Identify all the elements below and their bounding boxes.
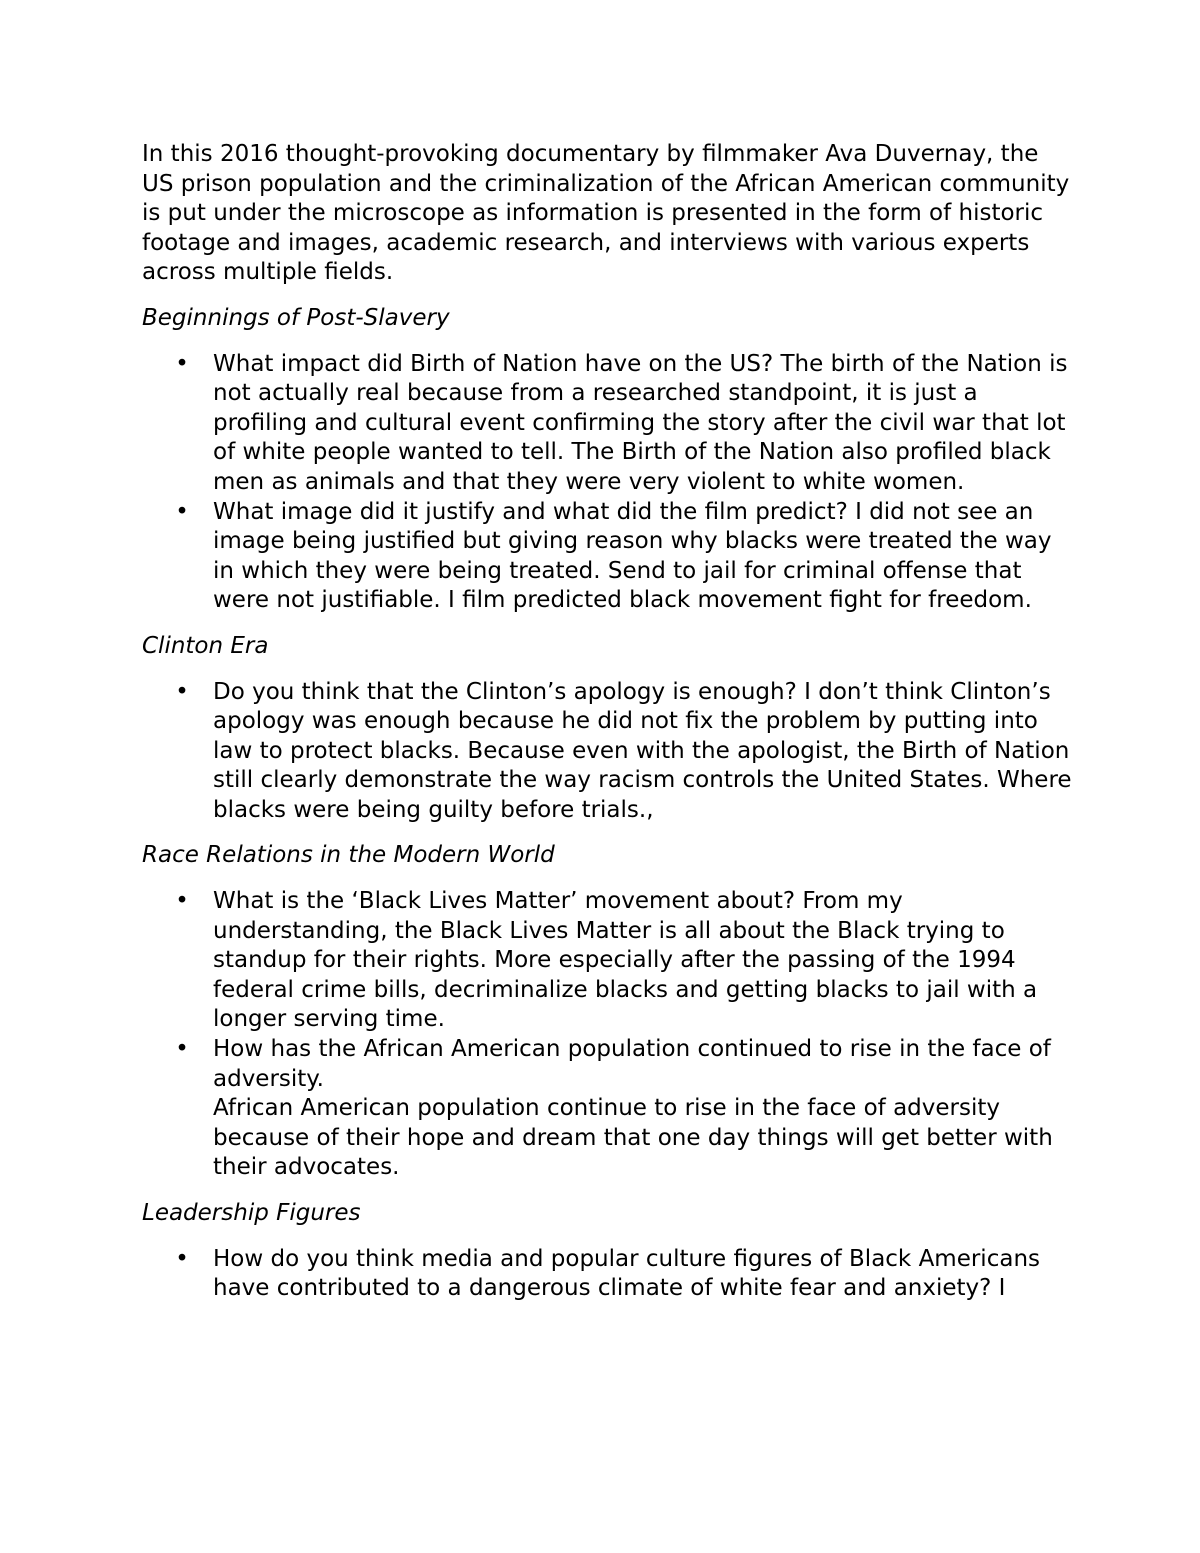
list-item bbox=[142, 678, 1072, 826]
section-heading-leadership-figures: Leadership Figures bbox=[142, 1200, 361, 1226]
list-item-text: What is the ‘Black Lives Matter’ movement about? From my understanding, the Black Lives Matter is all about the Black trying to standup for their rights. More especially after the passing of the 1994 federal crime bills, decriminalize blacks and getting blacks to jail with a longer serving time. bbox=[213, 888, 1038, 1033]
bullet-icon: • bbox=[175, 1036, 189, 1063]
question-line-2: adversity. bbox=[213, 1065, 324, 1092]
list-item bbox=[142, 350, 1072, 498]
race-relations-list bbox=[142, 887, 1072, 1183]
section-heading-post-slavery: Beginnings of Post-Slavery bbox=[142, 304, 450, 331]
list-item-text: What impact did Birth of Nation have on the US? The birth of the Nation is not actually real because from a researched standpoint, it is just a profiling and cultural event confirming the story after the civil war that lot of white people wanted to tell. The Birth of the Nation also profiled black men as animals and that they were very violent to white women. bbox=[213, 350, 1068, 495]
bullet-icon: • bbox=[175, 888, 189, 915]
question-line-1: How has the African American population continued to rise in the face of bbox=[213, 1036, 1051, 1063]
document-page bbox=[142, 140, 1072, 1320]
bullet-icon: • bbox=[175, 678, 189, 705]
list-item bbox=[142, 1035, 1072, 1183]
answer-text: African American population continue to rise in the face of adversity because of their hope and dream that one day things will get better with their advocates. bbox=[213, 1095, 1053, 1181]
section-heading-clinton-era: Clinton Era bbox=[142, 632, 269, 659]
leadership-figures-list bbox=[142, 1245, 1072, 1304]
list-item-text: What image did it justify and what did the film predict? I did not see an image being justified but giving reason why blacks were treated the way in which they were being treated. Send to jail for criminal offense that were not justifiable. I film predicted black movement fight for freedom. bbox=[213, 498, 1052, 614]
list-item-text: How do you think media and popular culture figures of Black Americans have contributed to a dangerous climate of white fear and anxiety? I bbox=[213, 1245, 1041, 1302]
post-slavery-list bbox=[142, 350, 1072, 616]
clinton-era-list bbox=[142, 678, 1072, 826]
list-item-text: Do you think that the Clinton’s apology is enough? I don’t think Clinton’s apology was enough because he did not fix the problem by putting into law to protect blacks. Because even with the apologist, the Birth of Nation still clearly demonstrate the way racism controls the United States. Where blacks were being guilty before trials., bbox=[213, 678, 1072, 823]
intro-paragraph: In this 2016 thought-provoking documentary by filmmaker Ava Duvernay, the US prison population and the criminalization of the African American community is put under the microscope as information is presented in the form of historic footage and images, academic research, and interviews with various experts across multiple fields. bbox=[142, 141, 1070, 286]
section-heading-race-relations: Race Relations in the Modern World bbox=[142, 842, 555, 869]
list-item bbox=[142, 887, 1072, 1035]
bullet-icon: • bbox=[175, 1245, 189, 1272]
list-item bbox=[142, 498, 1072, 616]
list-item bbox=[142, 1245, 1072, 1304]
bullet-icon: • bbox=[175, 498, 189, 525]
bullet-icon: • bbox=[175, 350, 189, 377]
